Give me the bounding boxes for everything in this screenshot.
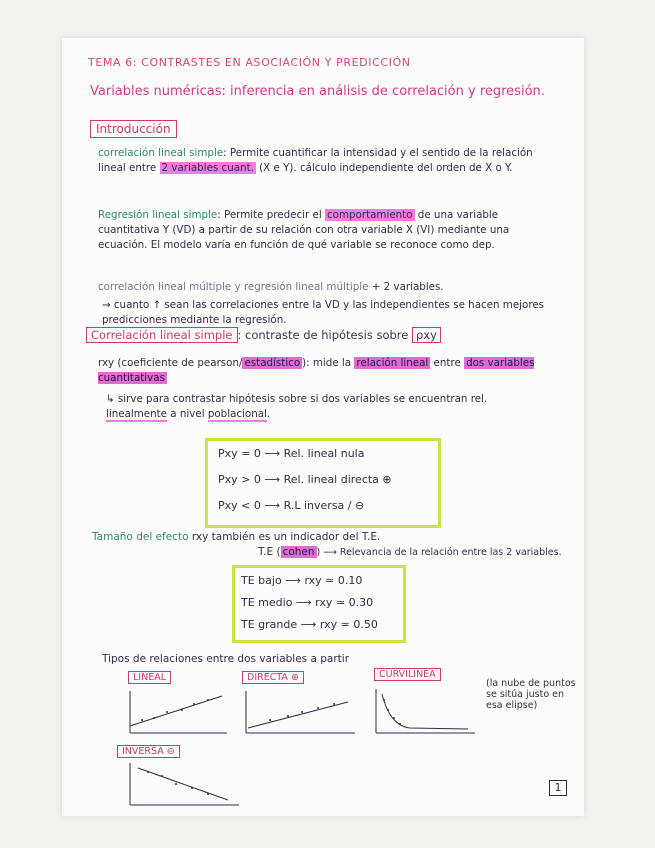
regression-text-1: : Permite predecir el [217,209,326,221]
types-title: Tipos de relaciones entre dos variables a partir [102,653,350,665]
cohen-text-a: T.E ( [258,546,281,558]
sirve-text-1: ↳ sirve para contrastar hipótesis sobre si dos variables se encuentran rel. [106,393,488,405]
sirve-note [106,392,546,422]
effect-size-box [232,565,406,643]
curvilinear-sketch [370,686,480,738]
type-direct-label: DIRECTA ⊕ [242,671,304,684]
page-title: TEMA 6: CONTRASTES EN ASOCIACIÓN Y PREDICCIÓN [88,56,411,69]
rule-zero: Pxy = 0 ⟶ Rel. lineal nula [218,447,365,460]
section-symbol: ρxy [412,327,441,343]
sirve-text-2: a nivel [167,408,208,420]
type-linear-label: LINEAL [128,671,171,684]
sirve-underline-2: poblacional [207,408,267,420]
correlation-rules-box [205,438,441,528]
multiple-note [98,280,554,295]
rxy-highlight-2: relación lineal [356,357,429,369]
section-box: Correlación lineal simple [86,327,238,343]
cohen-line [258,546,562,558]
rxy-text-2: ): mide la [302,357,355,369]
rxy-highlight-1: estadístico [244,357,301,369]
inverse-trend-line [138,768,228,800]
correlation-text-2: (X e Y). cálculo independiente del orden de X o Y. [255,162,513,174]
cohen-text-b: ) ⟶ Relevancia de la relación entre las 2 variables. [316,547,562,558]
regression-highlight: comportamiento [327,209,413,221]
regression-term: Regresión lineal simple [98,209,218,221]
sirve-underline-1: linealmente [106,408,168,420]
rxy-highlight-3: dos variables cuantitativas [98,357,535,384]
inverse-sketch [124,760,244,810]
te-medium: TE medio ⟶ rxy ≃ 0.30 [241,596,374,609]
rule-negative: Pxy < 0 ⟶ R.L inversa / ⊖ [218,499,365,512]
curvilinear-points [383,699,401,725]
effect-size-line [92,531,380,543]
section-text: : contraste de hipótesis sobre [237,328,412,342]
direct-points [269,703,335,721]
correlation-definition [98,146,554,176]
direct-trend-line [248,702,348,728]
effect-label: Tamaño del efecto [92,531,189,543]
te-large: TE grande ⟶ rxy ≃ 0.50 [241,618,378,631]
page-number: 1 [549,780,567,796]
type-inverse-label: INVERSA ⊖ [117,745,180,758]
rule-positive: Pxy > 0 ⟶ Rel. lineal directa ⊕ [218,473,392,486]
sirve-text-3: . [266,408,271,420]
multiple-text: + 2 variables. [368,281,444,293]
page-subtitle: Variables numéricas: inferencia en análisis de correlación y regresión. [90,84,545,99]
linear-sketch [122,688,232,738]
multiple-term: correlación lineal múltiple y regresión lineal múltiple [98,281,369,293]
cloud-note: (la nube de puntos se sitúa justo en esa elipse) [486,678,576,711]
correlation-text-1: : Permite cuantificar la intensidad y el sentido de la relación lineal entre [98,147,533,174]
regression-text-2: de una variable cuantitativa Y (VD) a partir de su relación con otra variable X (VI) mediante una ecuación. El modelo varía en función de qué variable se reconoce como dep. [98,209,510,251]
correlation-highlight: 2 variables cuant. [161,162,254,174]
section-heading [86,328,441,342]
curvilinear-curve [382,694,468,729]
effect-text: rxy también es un indicador del T.E. [188,531,381,543]
intro-heading: Introducción [90,120,177,138]
linear-points [141,699,209,721]
type-curvilinear-label: CURVILÍNEA [374,668,441,681]
direct-sketch [240,688,358,738]
te-small: TE bajo ⟶ rxy ≃ 0.10 [241,574,363,587]
correlation-term: correlación lineal simple [98,147,224,159]
regression-definition [98,208,554,253]
rxy-text-3: entre [430,357,465,369]
rxy-definition [98,356,554,386]
rxy-text-1: rxy (coeficiente de pearson/ [98,357,243,369]
cohen-highlight: cohen [282,546,315,558]
arrow-note: → cuanto ↑ sean las correlaciones entre la VD y las independientes se hacen mejores predicciones mediante la regresión. [102,299,545,326]
notebook-page [62,38,584,816]
